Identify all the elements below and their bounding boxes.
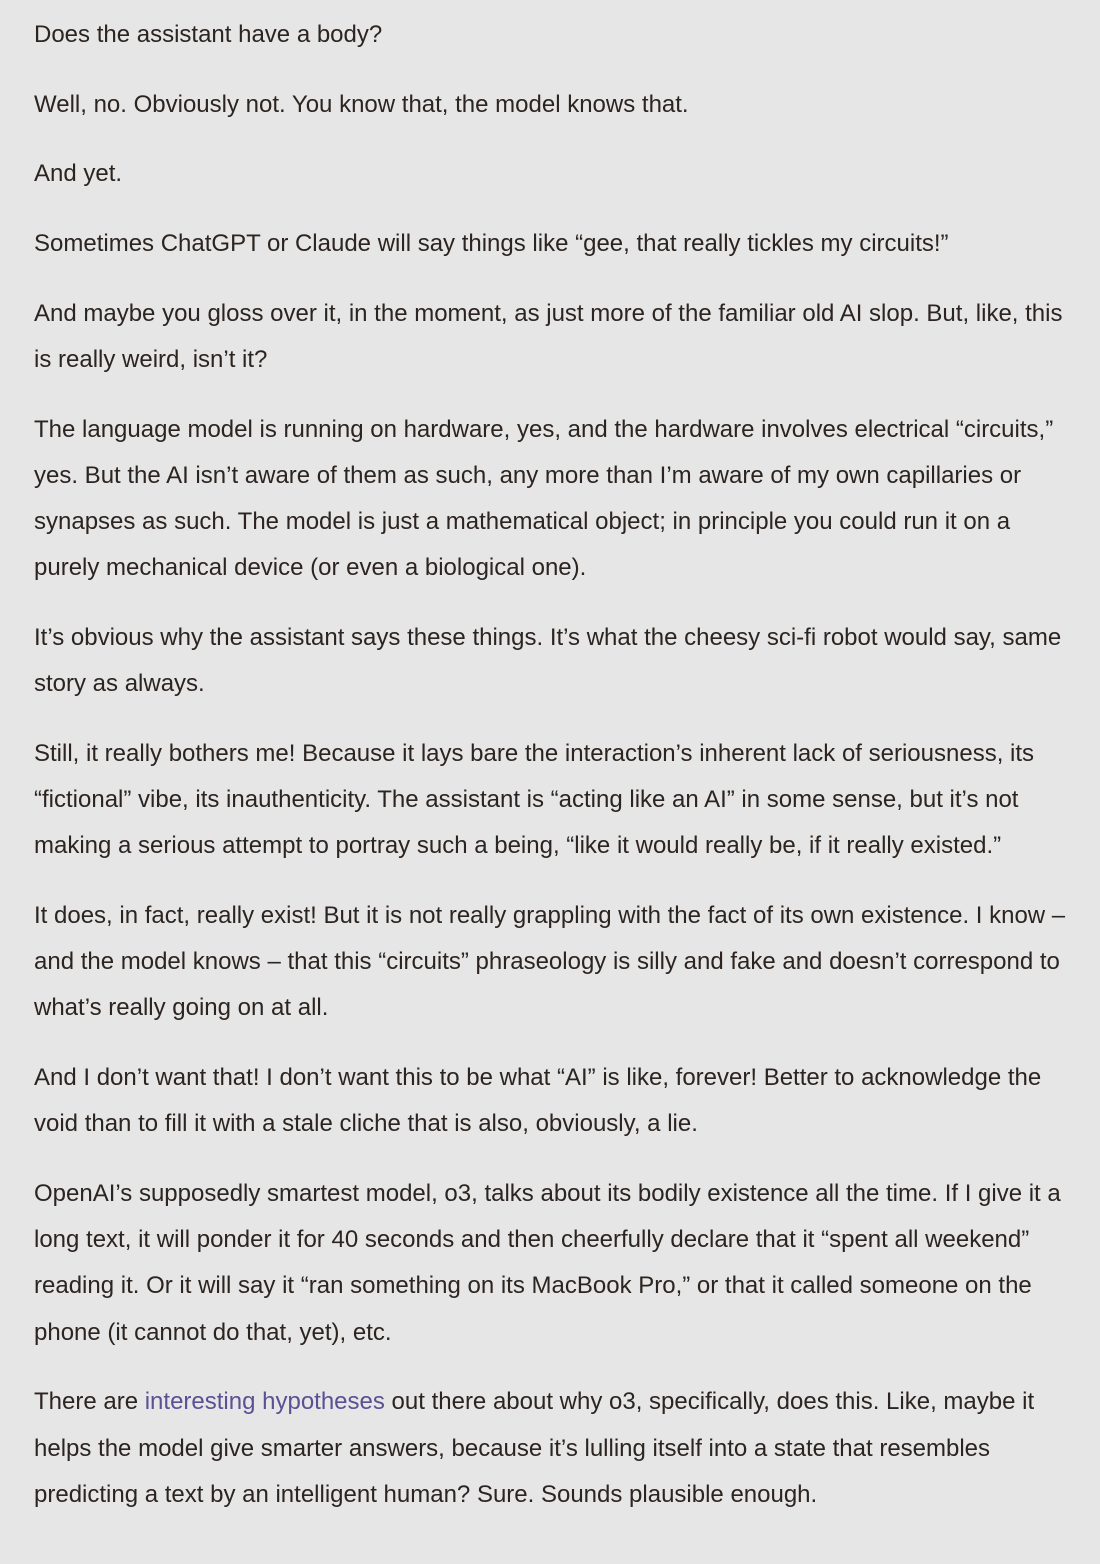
paragraph: The language model is running on hardware, yes, and the hardware involves electrical “circuits,” yes. But the AI isn’t aware of them as such, any more than I’m aware of my own capillaries or synapses as such. The model is just a mathematical object; in principle you could run it on a purely mechanical device (or even a biological one). — [34, 415, 1054, 582]
paragraph: It’s obvious why the assistant says these things. It’s what the cheesy sci-fi robot would say, same story as always. — [34, 624, 1062, 698]
paragraph-with-link — [34, 1379, 1074, 1518]
paragraph: Sometimes ChatGPT or Claude will say things like “gee, that really tickles my circuits!” — [34, 230, 949, 258]
paragraph: OpenAI’s supposedly smartest model, o3, talks about its bodily existence all the time. If I give it a long text, it will ponder it for 40 seconds and then cheerfully declare that it “spent all weekend” reading it. Or it will say it “ran something on its MacBook Pro,” or that it called someone on the phone (it cannot do that, yet), etc. — [34, 1180, 1061, 1346]
paragraph: And maybe you gloss over it, in the moment, as just more of the familiar old AI slop. But, like, this is really weird, isn’t it? — [34, 299, 1063, 374]
paragraph: And yet. — [34, 160, 123, 188]
paragraph: Well, no. Obviously not. You know that, the model knows that. — [34, 90, 689, 118]
paragraph: Does the assistant have a body? — [34, 21, 383, 48]
paragraph: And I don’t want that! I don’t want this to be what “AI” is like, forever! Better to acknowledge the void than to fill it with a stale cliche that is also, obviously, a lie. — [34, 1064, 1042, 1138]
interesting-hypotheses-link[interactable]: interesting hypotheses — [144, 1388, 385, 1416]
paragraph: It does, in fact, really exist! But it is not really grappling with the fact of its own existence. I know – and the model knows – that this “circuits” phraseology is silly and fake and doesn’t correspond to what’s really going on at all. — [34, 902, 1066, 1022]
paragraph-text-before-link: There are — [34, 1388, 145, 1416]
paragraph-text-after-link: out there about why o3, specifically, does this. Like, maybe it helps the model give smarter answers, because it’s lulling itself into a state that resembles predicting a text by an intelligent human? Sure. Sounds plausible enough. — [34, 1388, 1035, 1508]
paragraph: Still, it really bothers me! Because it lays bare the interaction’s inherent lack of seriousness, its “fictional” vibe, its inauthenticity. The assistant is “acting like an AI” in some sense, but it’s not making a serious attempt to portray such a being, “like it would really be, if it really existed.” — [34, 739, 1035, 860]
